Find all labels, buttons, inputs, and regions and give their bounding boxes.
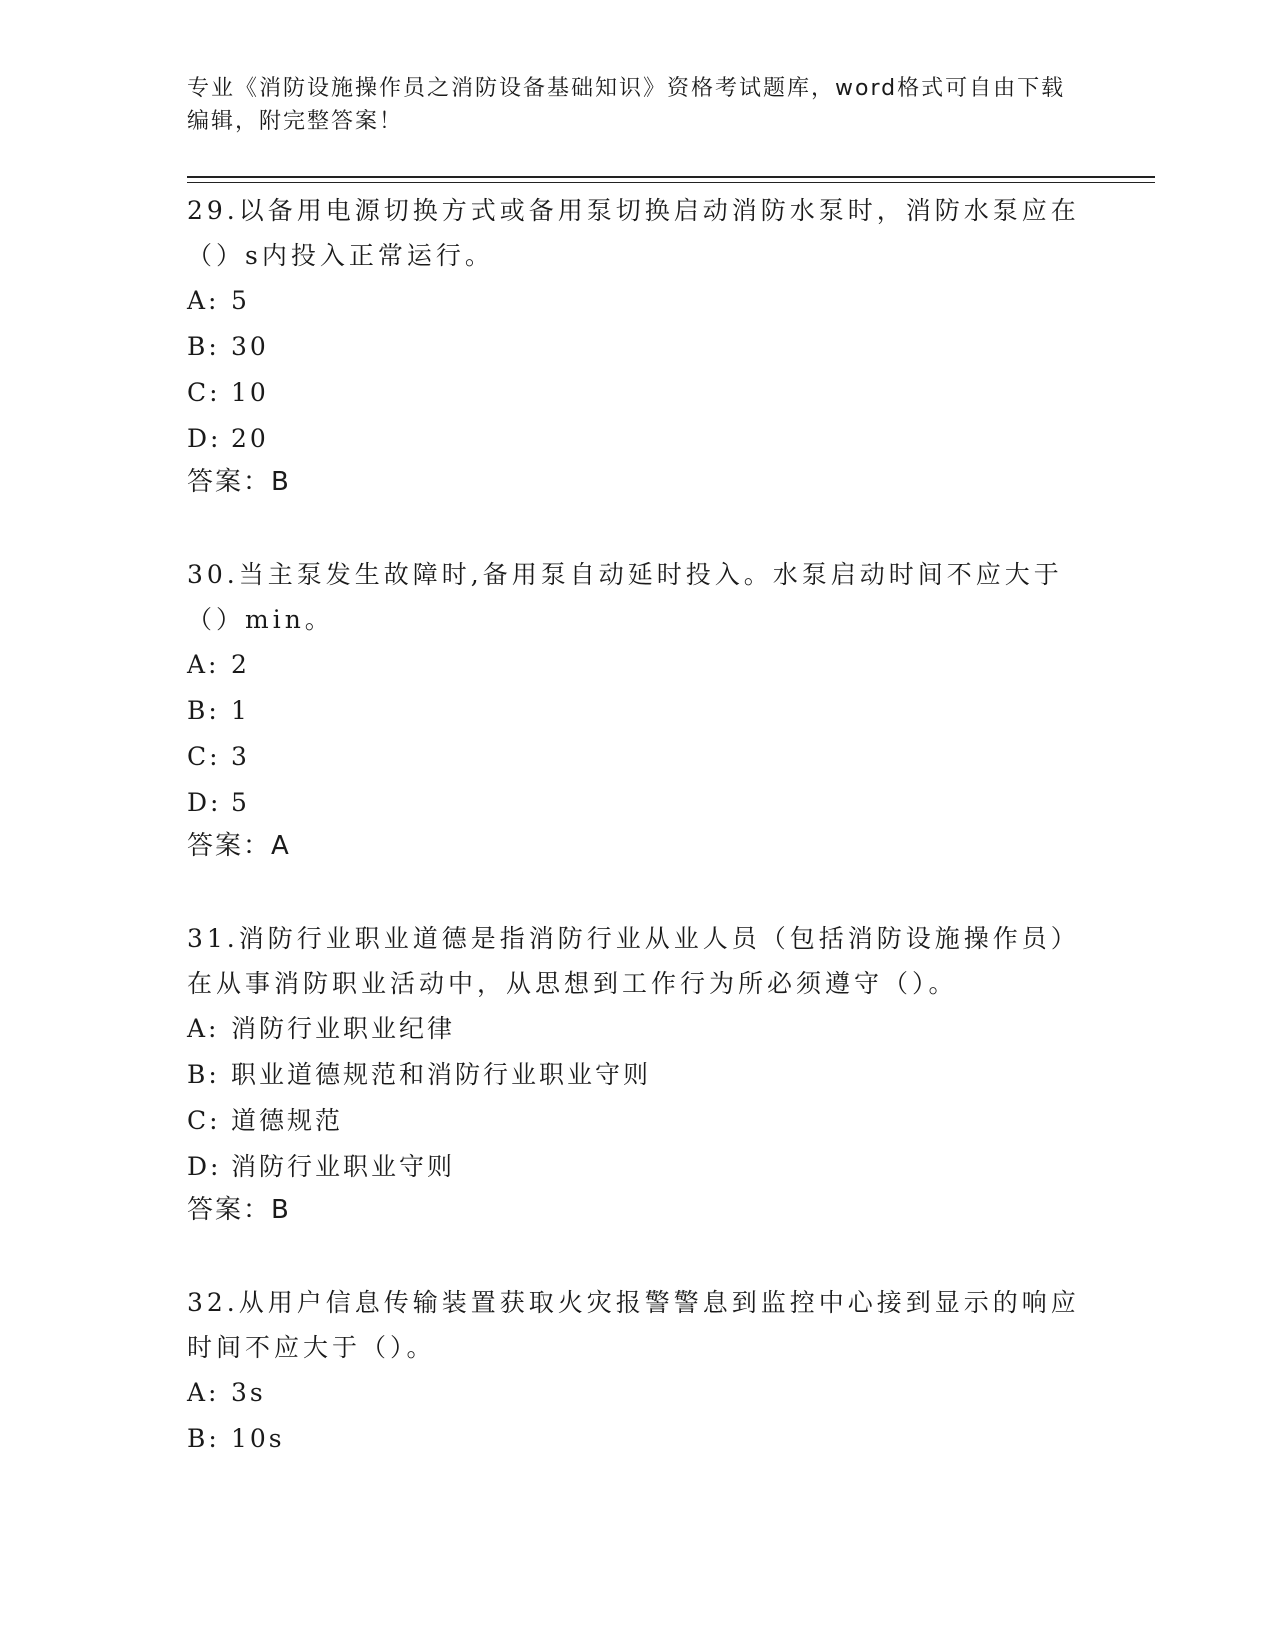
answer-label: 答案：B: [187, 1195, 291, 1225]
document-header: 专业《消防设施操作员之消防设备基础知识》资格考试题库，word格式可自由下载编辑，附完整答案！: [187, 76, 1066, 134]
question-30: [187, 552, 1087, 866]
question-stem: 31.消防行业职业道德是指消防行业从业人员（包括消防设施操作员）在从事消防职业活动中，从思想到工作行为所必须遵守（）。: [187, 924, 1080, 998]
option-b: [187, 688, 1087, 734]
option-text: 1: [231, 696, 250, 725]
option-text: 2: [231, 650, 250, 679]
option-text: 10: [231, 378, 269, 407]
option-b: [187, 1416, 1087, 1462]
option-text: 20: [231, 424, 269, 453]
option-text: 30: [231, 332, 269, 361]
option-a: [187, 642, 1087, 688]
question-stem: 30.当主泵发生故障时,备用泵自动延时投入。水泵启动时间不应大于（）min。: [187, 560, 1063, 634]
question-stem: 32.从用户信息传输装置获取火灾报警警息到监控中心接到显示的响应时间不应大于（）。: [187, 1288, 1080, 1362]
option-b: [187, 324, 1087, 370]
question-stem: 29.以备用电源切换方式或备用泵切换启动消防水泵时，消防水泵应在（）s内投入正常运行。: [187, 196, 1080, 270]
header-divider: [187, 176, 1155, 178]
option-key: C:: [187, 1106, 221, 1135]
question-32: [187, 1280, 1087, 1462]
option-text: 5: [231, 286, 250, 315]
option-key: A:: [187, 286, 220, 315]
option-key: B:: [187, 1060, 220, 1089]
option-key: A:: [187, 650, 220, 679]
option-key: C:: [187, 378, 221, 407]
option-key: D:: [187, 788, 222, 817]
option-b: [187, 1052, 1087, 1098]
option-d: [187, 416, 1087, 462]
option-d: [187, 1144, 1087, 1190]
option-text: 5: [231, 788, 250, 817]
header-divider-thin: [187, 182, 1155, 183]
option-d: [187, 780, 1087, 826]
option-text: 3: [231, 742, 250, 771]
option-c: [187, 370, 1087, 416]
option-text: 道德规范: [231, 1106, 344, 1135]
option-key: C:: [187, 742, 221, 771]
option-text: 10s: [231, 1424, 285, 1453]
question-29: [187, 188, 1087, 502]
option-key: B:: [187, 696, 220, 725]
option-key: A:: [187, 1014, 220, 1043]
option-text: 消防行业职业纪律: [231, 1014, 456, 1043]
option-key: B:: [187, 332, 220, 361]
option-text: 消防行业职业守则: [231, 1152, 456, 1181]
option-a: [187, 1370, 1087, 1416]
option-c: [187, 734, 1087, 780]
option-key: A:: [187, 1378, 220, 1407]
option-key: D:: [187, 1152, 222, 1181]
option-text: 职业道德规范和消防行业职业守则: [231, 1060, 652, 1089]
option-a: [187, 1006, 1087, 1052]
option-key: B:: [187, 1424, 220, 1453]
question-31: [187, 916, 1087, 1230]
answer-label: 答案：B: [187, 467, 291, 497]
option-key: D:: [187, 424, 222, 453]
answer-label: 答案：A: [187, 831, 291, 861]
option-text: 3s: [231, 1378, 266, 1407]
option-a: [187, 278, 1087, 324]
option-c: [187, 1098, 1087, 1144]
